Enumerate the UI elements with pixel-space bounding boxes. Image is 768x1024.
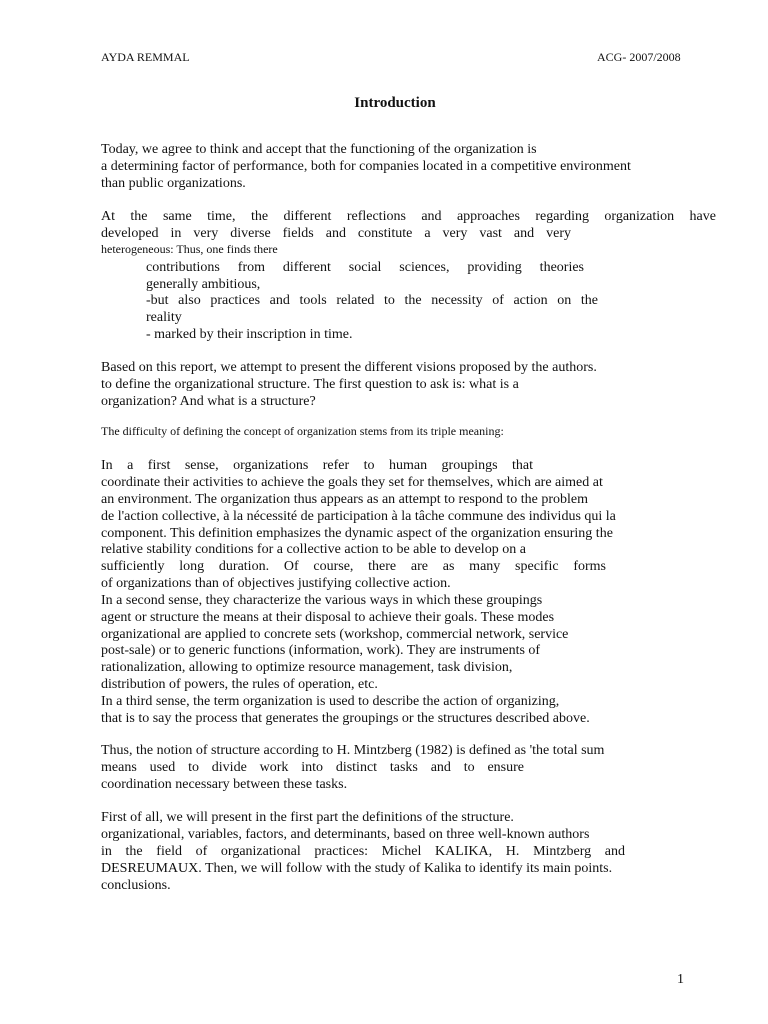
text-line: of organizations than of objectives justifying collective action.	[101, 576, 451, 591]
text-line: DESREUMAUX. Then, we will follow with the study of Kalika to identify its main points.	[101, 861, 613, 876]
header-author: AYDA REMMAL	[101, 50, 190, 64]
text-line: to define the organizational structure. The first question to ask is: what is a	[101, 377, 519, 392]
text-line: distribution of powers, the rules of operation, etc.	[101, 677, 378, 692]
header-course: ACG- 2007/2008	[597, 50, 681, 64]
list-item: - marked by their inscription in time.	[146, 327, 353, 342]
text-line: an environment. The organization thus appears as an attempt to respond to the problem	[101, 492, 589, 507]
list-item: generally ambitious,	[146, 277, 261, 292]
text-line: sufficiently long duration. Of course, there are as many specific forms	[101, 559, 606, 574]
text-line: The difficulty of defining the concept of organization stems from its triple meaning:	[101, 424, 504, 438]
text-line: post-sale) or to generic functions (information, work). They are instruments of	[101, 643, 541, 658]
page-number: 1	[677, 972, 684, 987]
text-line: component. This definition emphasizes the dynamic aspect of the organization ensuring the	[101, 526, 613, 541]
text-line: means used to divide work into distinct tasks and to ensure	[101, 760, 524, 775]
text-line: At the same time, the different reflections and approaches regarding organization have	[101, 209, 716, 224]
text-line: Based on this report, we attempt to present the different visions proposed by the authors.	[101, 360, 597, 375]
text-line: In a third sense, the term organization is used to describe the action of organizing,	[101, 694, 560, 709]
text-line: de l'action collective, à la nécessité de participation à la tâche commune des individus qui la	[101, 509, 616, 524]
list-item: reality	[146, 310, 182, 325]
text-line: coordination necessary between these tasks.	[101, 777, 348, 792]
text-line: in the field of organizational practices: Michel KALIKA, H. Mintzberg and	[101, 844, 625, 859]
text-line: First of all, we will present in the first part the definitions of the structure.	[101, 810, 514, 825]
text-line: agent or structure the means at their disposal to achieve their goals. These modes	[101, 610, 555, 625]
text-line: than public organizations.	[101, 176, 246, 191]
text-line: a determining factor of performance, both for companies located in a competitive environment	[101, 159, 631, 174]
list-item: -but also practices and tools related to the necessity of action on the	[146, 293, 598, 308]
text-line: organizational, variables, factors, and determinants, based on three well-known authors	[101, 827, 590, 842]
page-title: Introduction	[354, 95, 436, 111]
text-line: In a first sense, organizations refer to human groupings that	[101, 458, 533, 473]
text-line: organizational are applied to concrete sets (workshop, commercial network, service	[101, 627, 569, 642]
text-line: Today, we agree to think and accept that the functioning of the organization is	[101, 142, 537, 157]
text-line: In a second sense, they characterize the various ways in which these groupings	[101, 593, 543, 608]
text-line: developed in very diverse fields and constitute a very vast and very	[101, 226, 571, 241]
text-line: organization? And what is a structure?	[101, 394, 316, 409]
text-line: rationalization, allowing to optimize resource management, task division,	[101, 660, 513, 675]
text-line: conclusions.	[101, 878, 171, 893]
text-line: heterogeneous: Thus, one finds there	[101, 242, 278, 256]
text-line: Thus, the notion of structure according to H. Mintzberg (1982) is defined as 'the total sum	[101, 743, 605, 758]
text-line: that is to say the process that generates the groupings or the structures described above.	[101, 711, 590, 726]
text-line: coordinate their activities to achieve the goals they set for themselves, which are aimed at	[101, 475, 603, 490]
text-line: relative stability conditions for a collective action to be able to develop on a	[101, 542, 526, 557]
list-item: contributions from different social sciences, providing theories	[146, 260, 584, 275]
